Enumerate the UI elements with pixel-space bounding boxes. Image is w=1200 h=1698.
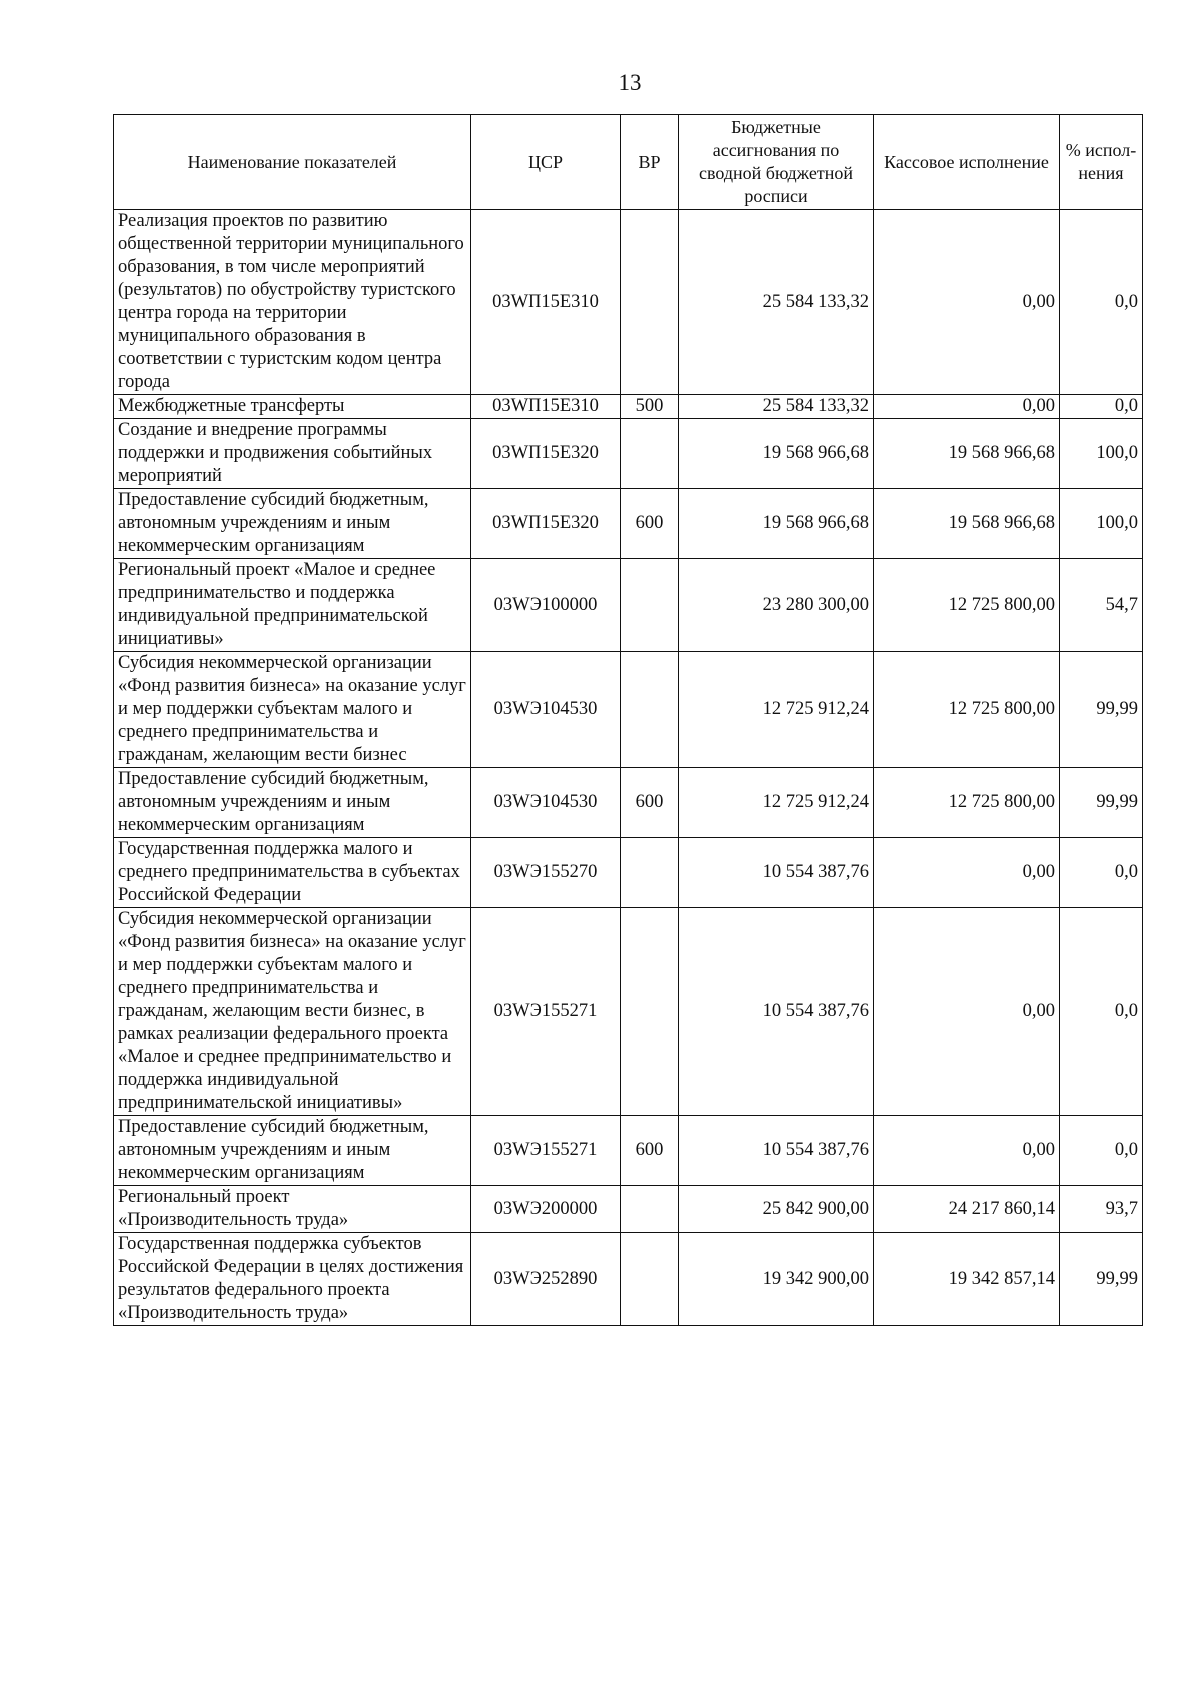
row-pct: 99,99 — [1060, 1233, 1143, 1326]
row-csr: 03WП15Е310 — [471, 210, 621, 395]
row-cash: 19 568 966,68 — [874, 489, 1060, 559]
table-header-row — [114, 115, 1143, 210]
row-name: Субсидия некоммерческой организации «Фонд развития бизнеса» на оказание услуг и мер поддержки субъектам малого и среднего предпринимательства и гражданам, желающим вести бизнес — [114, 652, 471, 768]
row-pct: 93,7 — [1060, 1186, 1143, 1233]
row-vr: 500 — [621, 395, 679, 419]
row-name: Государственная поддержка малого и среднего предпринимательства в субъектах Российской Федерации — [114, 838, 471, 908]
row-name: Межбюджетные трансферты — [114, 395, 471, 419]
row-cash: 19 568 966,68 — [874, 419, 1060, 489]
row-vr: 600 — [621, 1116, 679, 1186]
row-budget: 25 842 900,00 — [679, 1186, 874, 1233]
table-row — [114, 908, 1143, 1116]
header-vr: ВР — [621, 115, 679, 210]
row-cash: 19 342 857,14 — [874, 1233, 1060, 1326]
row-cash: 0,00 — [874, 1116, 1060, 1186]
row-pct: 100,0 — [1060, 419, 1143, 489]
row-budget: 19 342 900,00 — [679, 1233, 874, 1326]
row-csr: 03WЭ104530 — [471, 652, 621, 768]
row-pct: 99,99 — [1060, 768, 1143, 838]
row-csr: 03WЭ155270 — [471, 838, 621, 908]
row-pct: 54,7 — [1060, 559, 1143, 652]
row-pct: 0,0 — [1060, 395, 1143, 419]
table-row — [114, 1186, 1143, 1233]
row-cash: 12 725 800,00 — [874, 768, 1060, 838]
row-vr — [621, 419, 679, 489]
row-cash: 12 725 800,00 — [874, 559, 1060, 652]
table-row — [114, 559, 1143, 652]
row-name: Субсидия некоммерческой организации «Фонд развития бизнеса» на оказание услуг и мер поддержки субъектам малого и среднего предпринимательства и гражданам, желающим вести бизнес, в рамках реализации федерального проекта «Малое и среднее предпринимательство и поддержка индивидуальной предпринимательской инициативы» — [114, 908, 471, 1116]
row-name: Реализация проектов по развитию общественной территории муниципального образования, в том числе мероприятий (результатов) по обустройству туристского центра города на территории муниципального образования в соответствии с туристским кодом центра города — [114, 210, 471, 395]
table-row — [114, 652, 1143, 768]
row-budget: 25 584 133,32 — [679, 395, 874, 419]
row-csr: 03WЭ252890 — [471, 1233, 621, 1326]
row-cash: 24 217 860,14 — [874, 1186, 1060, 1233]
header-budget: Бюджетные ассигнования по сводной бюджетной росписи — [679, 115, 874, 210]
row-budget: 10 554 387,76 — [679, 1116, 874, 1186]
row-budget: 19 568 966,68 — [679, 489, 874, 559]
row-csr: 03WЭ200000 — [471, 1186, 621, 1233]
header-name: Наименование показателей — [114, 115, 471, 210]
header-csr: ЦСР — [471, 115, 621, 210]
row-csr: 03WП15Е320 — [471, 489, 621, 559]
row-budget: 25 584 133,32 — [679, 210, 874, 395]
row-pct: 0,0 — [1060, 1116, 1143, 1186]
row-csr: 03WП15Е320 — [471, 419, 621, 489]
header-pct: % испол- нения — [1060, 115, 1143, 210]
row-csr: 03WЭ100000 — [471, 559, 621, 652]
row-vr — [621, 210, 679, 395]
row-vr — [621, 838, 679, 908]
row-budget: 23 280 300,00 — [679, 559, 874, 652]
row-pct: 0,0 — [1060, 210, 1143, 395]
table-row — [114, 768, 1143, 838]
row-pct: 100,0 — [1060, 489, 1143, 559]
row-name: Предоставление субсидий бюджетным, автономным учреждениям и иным некоммерческим организациям — [114, 1116, 471, 1186]
table-row — [114, 1233, 1143, 1326]
row-name: Региональный проект «Производительность труда» — [114, 1186, 471, 1233]
row-vr: 600 — [621, 489, 679, 559]
table-row — [114, 1116, 1143, 1186]
row-pct: 0,0 — [1060, 838, 1143, 908]
row-cash: 0,00 — [874, 210, 1060, 395]
table-row — [114, 419, 1143, 489]
row-pct: 99,99 — [1060, 652, 1143, 768]
row-budget: 19 568 966,68 — [679, 419, 874, 489]
row-budget: 12 725 912,24 — [679, 652, 874, 768]
row-name: Государственная поддержка субъектов Российской Федерации в целях достижения результатов федерального проекта «Производительность труда» — [114, 1233, 471, 1326]
row-name: Создание и внедрение программы поддержки и продвижения событийных мероприятий — [114, 419, 471, 489]
row-cash: 12 725 800,00 — [874, 652, 1060, 768]
row-cash: 0,00 — [874, 395, 1060, 419]
header-cash: Кассовое исполнение — [874, 115, 1060, 210]
row-name: Предоставление субсидий бюджетным, автономным учреждениям и иным некоммерческим организациям — [114, 489, 471, 559]
budget-execution-table — [113, 114, 1143, 1326]
table-row — [114, 838, 1143, 908]
row-csr: 03WЭ104530 — [471, 768, 621, 838]
row-budget: 12 725 912,24 — [679, 768, 874, 838]
row-csr: 03WЭ155271 — [471, 1116, 621, 1186]
row-csr: 03WЭ155271 — [471, 908, 621, 1116]
row-budget: 10 554 387,76 — [679, 838, 874, 908]
table-row — [114, 489, 1143, 559]
row-vr — [621, 559, 679, 652]
table-row — [114, 210, 1143, 395]
row-name: Региональный проект «Малое и среднее предпринимательство и поддержка индивидуальной предпринимательской инициативы» — [114, 559, 471, 652]
row-vr: 600 — [621, 768, 679, 838]
row-vr — [621, 1233, 679, 1326]
table-row — [114, 395, 1143, 419]
row-pct: 0,0 — [1060, 908, 1143, 1116]
row-vr — [621, 652, 679, 768]
row-csr: 03WП15Е310 — [471, 395, 621, 419]
row-budget: 10 554 387,76 — [679, 908, 874, 1116]
row-cash: 0,00 — [874, 838, 1060, 908]
row-vr — [621, 1186, 679, 1233]
page-number: 13 — [618, 70, 642, 95]
row-name: Предоставление субсидий бюджетным, автономным учреждениям и иным некоммерческим организациям — [114, 768, 471, 838]
row-vr — [621, 908, 679, 1116]
row-cash: 0,00 — [874, 908, 1060, 1116]
